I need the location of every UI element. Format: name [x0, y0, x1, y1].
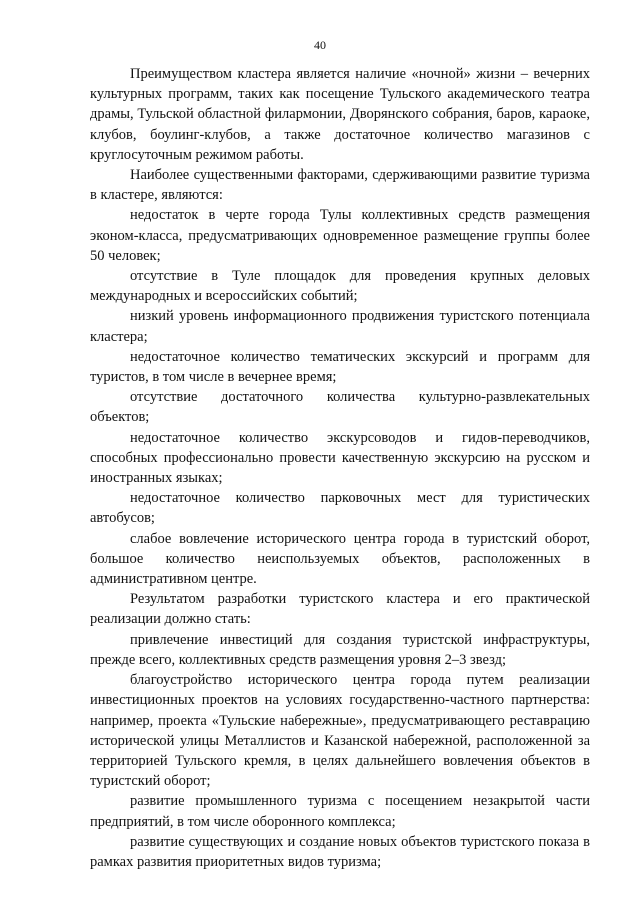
paragraph: Преимуществом кластера является наличие «ночной» жизни – вечерних культурных программ, таких как посещение Тульского академического театра драмы, Тульской областной филармонии, Дворянского собрания, баров, караоке, клубов, боулинг-клубов, а также достаточное количество магазинов с круглосуточным режимом работы.	[90, 66, 590, 163]
paragraph: привлечение инвестиций для создания туристской инфраструктуры, прежде всего, коллективных средств размещения уровня 2–3 звезд;	[90, 631, 590, 668]
paragraph: отсутствие достаточного количества культурно-развлекательных объектов;	[90, 389, 590, 426]
paragraph: благоустройство исторического центра города путем реализации инвестиционных проектов на условиях государственно-частного партнерства: например, проекта «Тульские набережные», предусматривающего реставрацию исторической улицы Металлистов и Казанской набережной, расположенной за территорией Тульского кремля, в целях дальнейшего вовлечения объектов в туристский оборот;	[90, 672, 590, 790]
paragraph: Наиболее существенными факторами, сдерживающими развитие туризма в кластере, являются:	[90, 167, 590, 204]
paragraph: недостаток в черте города Тулы коллективных средств размещения эконом-класса, предусматривающих одновременное размещение группы более 50 человек;	[90, 207, 590, 264]
paragraph: недостаточное количество парковочных мест для туристических автобусов;	[90, 490, 590, 527]
paragraph: отсутствие в Туле площадок для проведения крупных деловых международных и всероссийских событий;	[90, 268, 590, 305]
page-number: 40	[314, 38, 326, 52]
paragraph: слабое вовлечение исторического центра города в туристский оборот, большое количество неиспользуемых объектов, расположенных в административном центре.	[90, 530, 590, 588]
paragraph: недостаточное количество экскурсоводов и гидов-переводчиков, способных профессионально провести качественную экскурсию на русском и иностранных языках;	[90, 429, 590, 487]
paragraph: развитие существующих и создание новых объектов туристского показа в рамках развития приоритетных видов туризма;	[90, 833, 590, 870]
paragraph: развитие промышленного туризма с посещением незакрытой части предприятий, в том числе оборонного комплекса;	[90, 793, 590, 830]
paragraph: недостаточное количество тематических экскурсий и программ для туристов, в том числе в вечернее время;	[90, 348, 590, 386]
paragraph: низкий уровень информационного продвижения туристского потенциала кластера;	[90, 308, 590, 345]
paragraph: Результатом разработки туристского кластера и его практической реализации должно стать:	[90, 591, 590, 628]
document-body	[90, 64, 590, 872]
